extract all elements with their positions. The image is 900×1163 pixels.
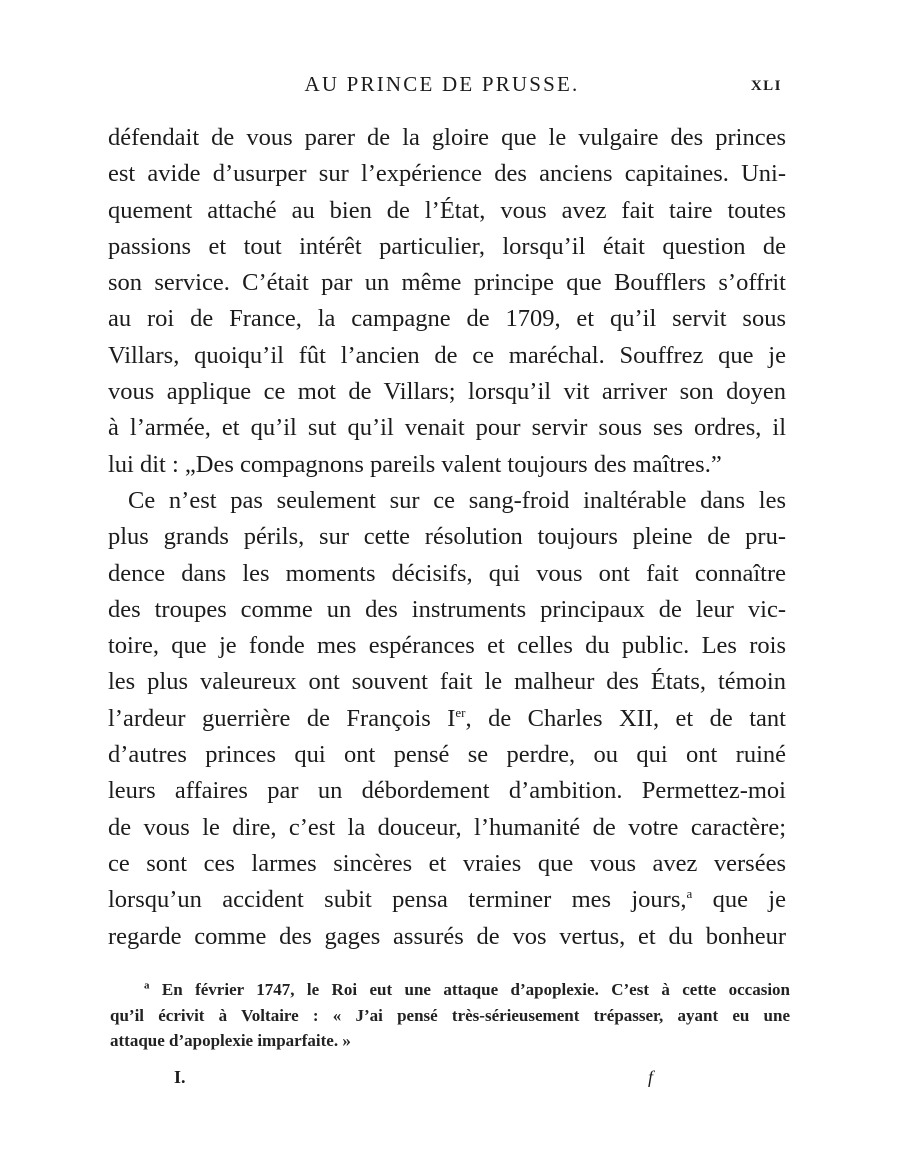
text-line: défendait de vous parer de la gloire que le vulgaire des princes (108, 124, 786, 151)
text-line: regarde comme des gages assurés de vos vertus, et du bonheur (108, 922, 786, 950)
text-line: passions et tout intérêt particulier, lorsqu’il était question de (108, 232, 786, 260)
text-line: Ce n’est pas seulement sur ce sang-froid inaltérable dans les (128, 486, 786, 514)
signature-mark (0, 1067, 900, 1097)
footnote-line (110, 977, 790, 1003)
text-line-francois (108, 701, 786, 737)
footnote-mark: a (144, 979, 150, 992)
footnote-line: attaque d’apoplexie imparfaite. » (110, 1031, 351, 1050)
text-line: son service. C’était par un même principe que Boufflers s’offrit (108, 269, 786, 297)
text-line: d’autres princes qui ont pensé se perdre, ou qui ont ruiné (108, 741, 786, 769)
footnote-line: qu’il écrivit à Voltaire : « J’ai pensé très-sérieusement trépasser, ayant eu une (110, 1005, 790, 1025)
signature-letter: f (648, 1067, 654, 1087)
body-text (108, 120, 786, 955)
text-line: de vous le dire, c’est la douceur, l’humanité de votre caractère; (108, 813, 786, 841)
text-line: des troupes comme un des instruments principaux de leur vic- (108, 595, 786, 623)
text-line: au roi de France, la campagne de 1709, et qu’il servit sous (108, 305, 786, 333)
text-line: dence dans les moments décisifs, qui vous ont fait connaître (108, 559, 786, 587)
footnote (110, 977, 790, 1054)
text-line: lui dit : „Des compagnons pareils valent toujours des maîtres.” (108, 450, 722, 478)
text-fragment: l’ardeur guerrière de François I (108, 704, 456, 732)
text-line: est avide d’usurper sur l’expérience des anciens capitaines. Uni- (108, 160, 786, 188)
volume-number: I. (174, 1067, 186, 1087)
text-line: les plus valeureux ont souvent fait le malheur des États, témoin (108, 668, 786, 696)
text-fragment: lorsqu’un accident subit pensa terminer mes jours, (108, 886, 687, 914)
text-fragment: que je (692, 886, 786, 914)
text-line: toire, que je fonde mes espérances et celles du public. Les rois (108, 632, 786, 660)
footnote-reference: a (686, 886, 693, 902)
superscript: er (455, 704, 466, 720)
text-line: Villars, quoiqu’il fût l’ancien de ce maréchal. Souffrez que je (108, 341, 786, 369)
text-line: plus grands périls, sur cette résolution toujours pleine de pru- (108, 523, 786, 551)
running-head (0, 72, 900, 102)
footnote-text: En février 1747, le Roi eut une attaque d’apoplexie. C’est à cette occasion (161, 980, 791, 999)
page-number: XLI (750, 78, 782, 94)
text-line-footnote-ref (108, 882, 786, 918)
text-line: à l’armée, et qu’il sut qu’il venait pour servir sous ses ordres, il (108, 414, 786, 442)
text-line: vous applique ce mot de Villars; lorsqu’il vit arriver son doyen (108, 378, 786, 406)
text-line: leurs affaires par un débordement d’ambition. Permettez-moi (108, 777, 786, 805)
running-title: AU PRINCE DE PRUSSE. (304, 72, 580, 96)
text-line: quement attaché au bien de l’État, vous avez fait taire toutes (108, 196, 786, 224)
text-line: ce sont ces larmes sincères et vraies que vous avez versées (108, 849, 786, 877)
text-fragment: , de Charles XII, et de tant (465, 704, 786, 732)
